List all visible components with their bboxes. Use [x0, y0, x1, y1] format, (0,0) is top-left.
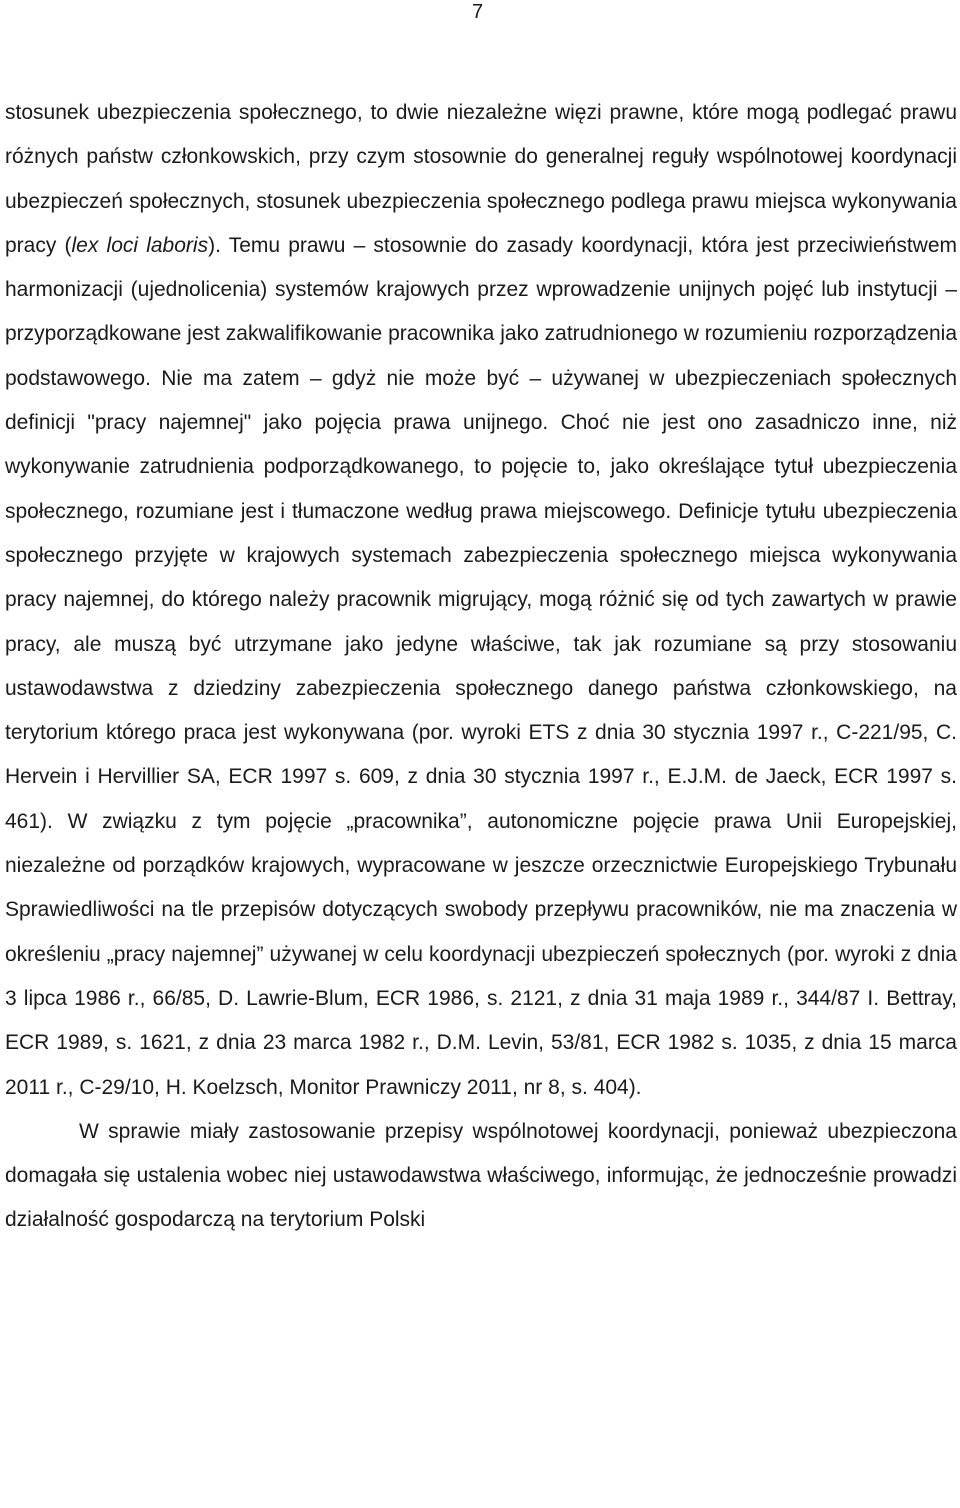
page-number: 7	[472, 1, 484, 23]
paragraph-continued	[5, 91, 957, 1110]
document-body	[5, 91, 957, 1243]
paragraph-text-part-1: stosunek ubezpieczenia społecznego, to dwie niezależne więzi prawne, które mogą podlegać prawu różnych państw członkowskich, przy czym stosownie do generalnej reguły wspólnotowej koordynacji ubezpieczeń społecznych, stosunek ubezpieczenia społecznego podlega prawu miejsca wykonywania pracy (	[5, 101, 957, 257]
paragraph-second: W sprawie miały zastosowanie przepisy wspólnotowej koordynacji, ponieważ ubezpieczona domagała się ustalenia wobec niej ustawodawstwa właściwego, informując, że jednocześnie prowadzi działalność gospodarczą na terytorium Polski	[5, 1119, 957, 1232]
latin-term: lex loci laboris	[71, 233, 209, 257]
paragraph-text-part-2: ). Temu prawu – stosownie do zasady koordynacji, która jest przeciwieństwem harmonizacji (ujednolicenia) systemów krajowych przez wprowadzenie unijnych pojęć lub instytucji – przyporządkowane jest zakwalifikowanie pracownika jako zatrudnionego w rozumieniu rozporządzenia podstawowego. Nie ma zatem – gdyż nie może być – używanej w ubezpieczeniach społecznych definicji "pracy najemnej" jako pojęcia prawa unijnego. Choć nie jest ono zasadniczo inne, niż wykonywanie zatrudnienia podporządkowanego, to pojęcie to, jako określające tytuł ubezpieczenia społecznego, rozumiane jest i tłumaczone według prawa miejscowego. Definicje tytułu ubezpieczenia społecznego przyjęte w krajowych systemach zabezpieczenia społecznego miejsca wykonywania pracy najemnej, do którego należy pracownik migrujący, mogą różnić się od tych zawartych w prawie pracy, ale muszą być utrzymane jako jedyne właściwe, tak jak rozumiane są przy stosowaniu ustawodawstwa z dziedziny zabezpieczenia społecznego danego państwa członkowskiego, na terytorium którego praca jest wykonywana (por. wyroki ETS z dnia 30 stycznia 1997 r., C-221/95, C. Hervein i Hervillier SA, ECR 1997 s. 609, z dnia 30 stycznia 1997 r., E.J.M. de Jaeck, ECR 1997 s. 461). W związku z tym pojęcie „pracownika”, autonomiczne pojęcie prawa Unii Europejskiej, niezależne od porządków krajowych, wypracowane w jeszcze orzecznictwie Europejskiego Trybunału Sprawiedliwości na tle przepisów dotyczących swobody przepływu pracowników, nie ma znaczenia w określeniu „pracy najemnej” używanej w celu koordynacji ubezpieczeń społecznych (por. wyroki z dnia 3 lipca 1986 r., 66/85, D. Lawrie-Blum, ECR 1986, s. 2121, z dnia 31 maja 1989 r., 344/87 I. Bettray, ECR 1989, s. 1621, z dnia 23 marca 1982 r., D.M. Levin, 53/81, ECR 1982 s. 1035, z dnia 15 marca 2011 r., C-29/10, H. Koelzsch, Monitor Prawniczy 2011, nr 8, s. 404).	[5, 233, 957, 1099]
